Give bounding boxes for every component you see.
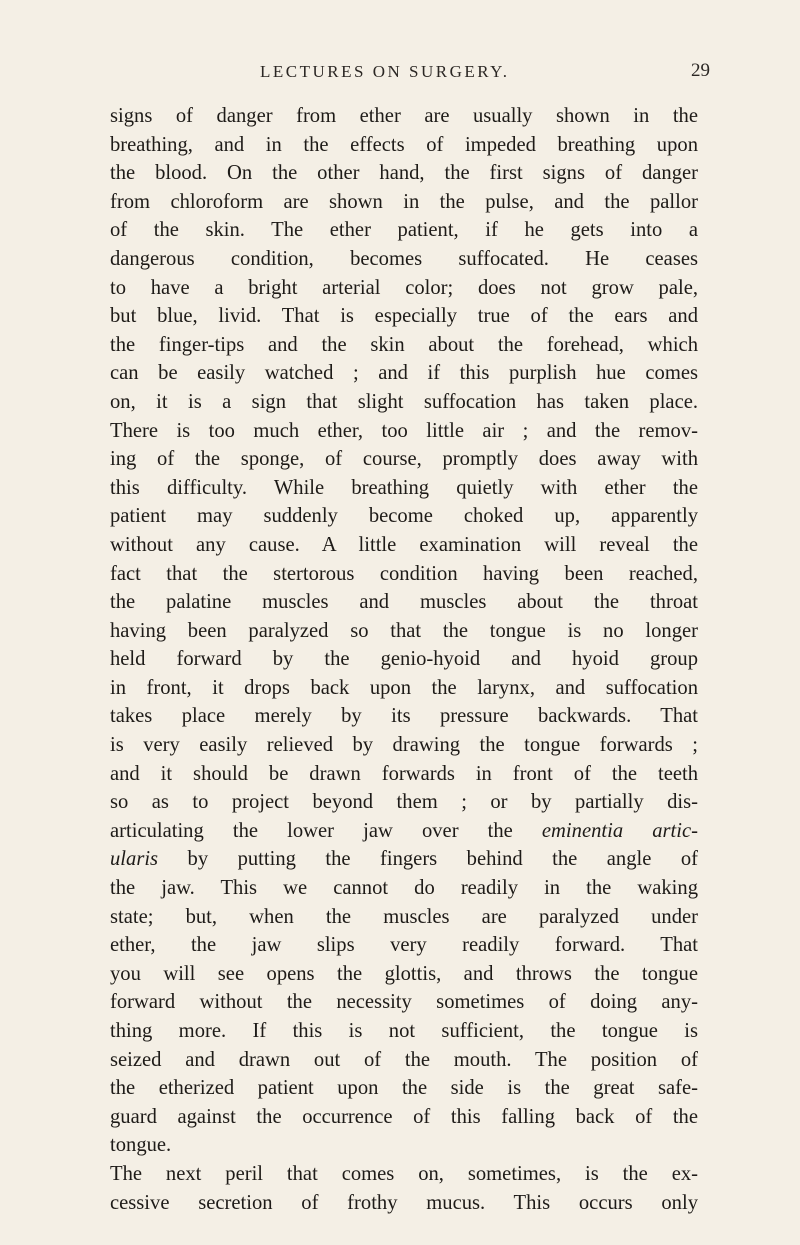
text-line: ing of the sponge, of course, promptly does away with xyxy=(110,448,698,471)
text-line: ether, the jaw slips very readily forward. That xyxy=(110,934,698,957)
text-line: having been paralyzed so that the tongue is no longer xyxy=(110,619,698,642)
text-line: the blood. On the other hand, the first signs of danger xyxy=(110,162,698,185)
text-line-with-italic xyxy=(110,845,698,874)
text-segment: by putting the fingers behind the angle of xyxy=(158,848,698,871)
text-segment: articulating the lower jaw over the xyxy=(110,819,542,842)
text-line: breathing, and in the effects of impeded breathing upon xyxy=(110,133,698,156)
text-line: from chloroform are shown in the pulse, and the pallor xyxy=(110,190,698,213)
text-line: but blue, livid. That is especially true of the ears and xyxy=(110,305,698,328)
text-line: signs of danger from ether are usually shown in the xyxy=(110,105,698,127)
text-line: you will see opens the glottis, and throws the tongue xyxy=(110,962,698,985)
text-line: fact that the stertorous condition having been reached, xyxy=(110,562,698,585)
text-line: thing more. If this is not sufficient, the tongue is xyxy=(110,1020,698,1042)
text-line: tongue. xyxy=(110,1134,172,1157)
text-line: patient may suddenly become choked up, apparently xyxy=(110,505,698,528)
text-line: the etherized patient upon the side is the great safe- xyxy=(110,1077,698,1100)
text-line: in front, it drops back upon the larynx, and suffocation xyxy=(110,676,698,699)
running-head xyxy=(110,62,710,86)
text-line: this difficulty. While breathing quietly with ether the xyxy=(110,476,698,499)
text-line: the palatine muscles and muscles about the throat xyxy=(110,591,698,614)
text-line: takes place merely by its pressure backwards. That xyxy=(110,705,698,728)
text-line-with-italic xyxy=(110,817,698,846)
page-number: 29 xyxy=(691,60,710,81)
body-text xyxy=(110,102,698,1217)
text-line: held forward by the genio-hyoid and hyoid group xyxy=(110,648,698,671)
text-line: the jaw. This we cannot do readily in the waking xyxy=(110,877,698,900)
italic-term: eminentia artic- xyxy=(541,819,698,842)
running-title: LECTURES ON SURGERY. xyxy=(260,62,510,81)
text-line: cessive secretion of frothy mucus. This occurs only xyxy=(110,1191,698,1214)
italic-term: ularis xyxy=(110,848,159,871)
text-line: is very easily relieved by drawing the tongue forwards ; xyxy=(110,734,698,757)
text-line: the finger-tips and the skin about the forehead, which xyxy=(110,333,698,356)
text-line: can be easily watched ; and if this purplish hue comes xyxy=(110,362,698,385)
text-line: guard against the occurrence of this falling back of the xyxy=(110,1105,698,1128)
text-line: seized and drawn out of the mouth. The position of xyxy=(110,1048,698,1071)
text-line: state; but, when the muscles are paralyzed under xyxy=(110,905,698,928)
text-line: There is too much ether, too little air ; and the remov- xyxy=(110,419,698,442)
text-line: dangerous condition, becomes suffocated. He ceases xyxy=(110,247,698,270)
text-line: of the skin. The ether patient, if he gets into a xyxy=(110,219,698,242)
text-line: and it should be drawn forwards in front of the teeth xyxy=(110,762,698,785)
text-line: so as to project beyond them ; or by partially dis- xyxy=(110,791,698,814)
text-line: forward without the necessity sometimes of doing any- xyxy=(110,991,698,1014)
text-line: without any cause. A little examination will reveal the xyxy=(110,533,698,556)
paragraph-start-line: The next peril that comes on, sometimes, is the ex- xyxy=(110,1162,698,1185)
text-line: to have a bright arterial color; does not grow pale, xyxy=(110,276,698,299)
text-line: on, it is a sign that slight suffocation has taken place. xyxy=(110,390,698,413)
